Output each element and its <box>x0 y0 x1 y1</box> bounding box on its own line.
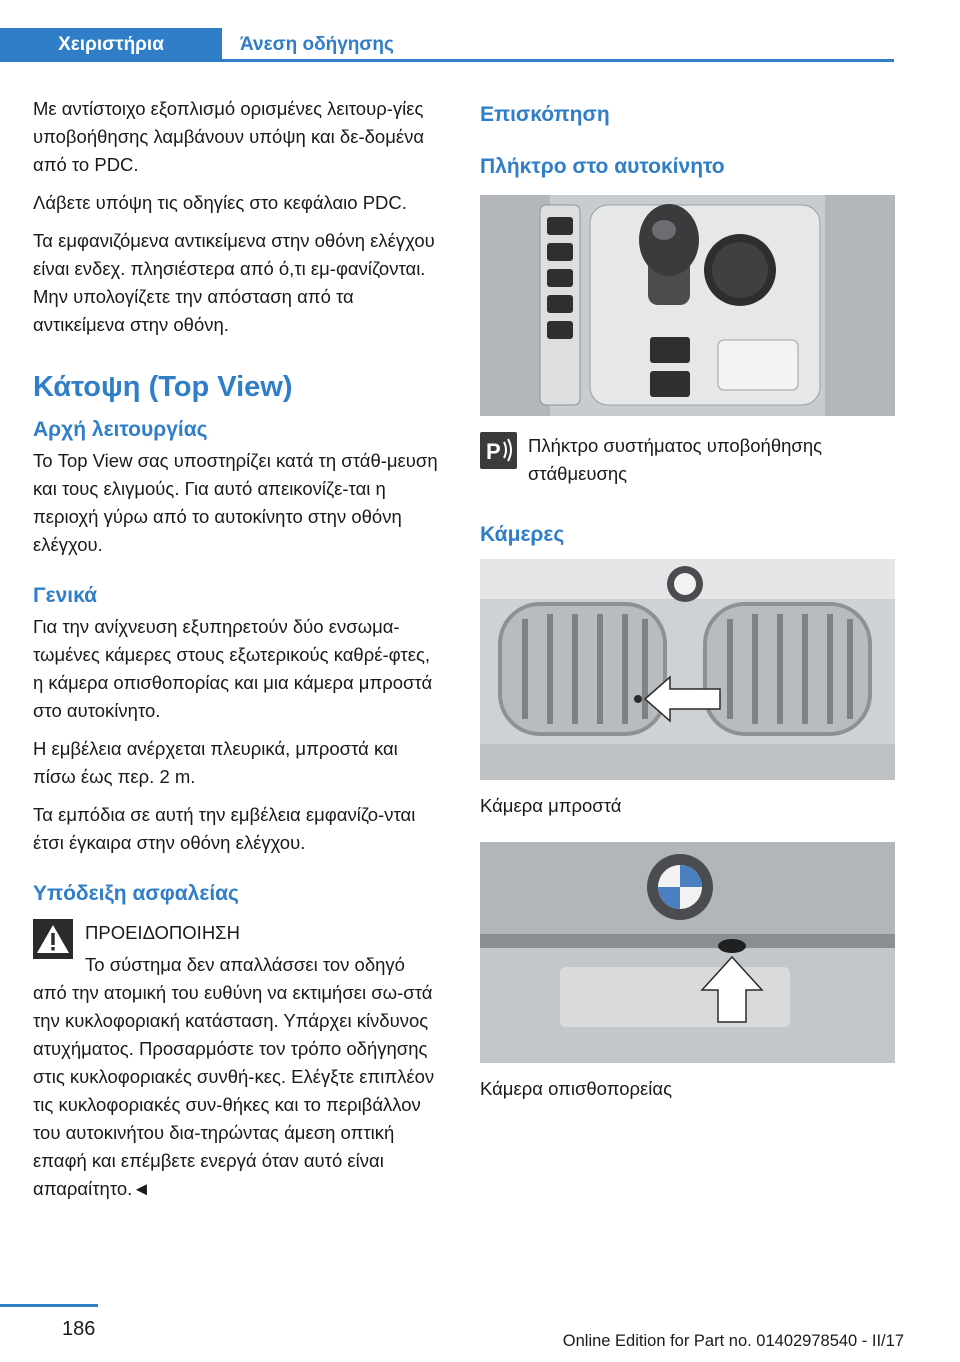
intro-paragraph-2: Λάβετε υπόψη τις οδηγίες στο κεφάλαιο PDC. <box>33 192 407 213</box>
intro-paragraph-3: Τα εμφανιζόμενα αντικείμενα στην οθόνη ελέγχου είναι ενδεχ. πλησιέστερα από ό,τι εμ-φανίζονται. Μην υπολογίζετε την απόσταση από τα αντικείμενα στην οθόνη. <box>33 230 435 335</box>
rear-camera-photo <box>480 842 895 1063</box>
general-paragraph-3: Τα εμπόδια σε αυτή την εμβέλεια εμφανίζο-νται έτσι έγκαιρα στην οθόνη ελέγχου. <box>33 804 416 853</box>
front-camera-photo <box>480 559 895 780</box>
warning-block <box>33 919 445 1203</box>
general-paragraph-2: Η εμβέλεια ανέρχεται πλευρικά, μπροστά και πίσω έως περ. 2 m. <box>33 738 398 787</box>
heading-general: Γενικά <box>33 584 98 607</box>
page-header <box>0 28 894 62</box>
footer-rule <box>0 1304 98 1307</box>
rear-camera-caption: Κάμερα οπισθοπορείας <box>480 1078 672 1099</box>
edition-note: Online Edition for Part no. 01402978540 - II/17 <box>562 1332 904 1350</box>
header-rule <box>222 59 894 62</box>
general-paragraph-1: Για την ανίχνευση εξυπηρετούν δύο ενσωμα-τωμένες κάμερες στους εξωτερικούς καθρέ-φτες, η κάμερα οπισθοπορίας και μια κάμερα μπροστά στο αυτοκίνητο. <box>33 616 433 721</box>
heading-cameras: Κάμερες <box>480 523 565 546</box>
button-caption: Πλήκτρο συστήματος υποβοήθησης στάθμευσης <box>528 435 823 484</box>
svg-text:P: P <box>486 439 501 464</box>
left-column <box>33 95 445 1213</box>
right-column-headings <box>480 95 895 182</box>
intro-paragraph-1: Με αντίστοιχο εξοπλισμό ορισμένες λειτουρ-γίες υποβοήθησης λαμβάνουν υπόψη και δε-δομένα από το PDC. <box>33 98 425 175</box>
page-number: 186 <box>62 1318 96 1340</box>
heading-overview: Επισκόπηση <box>480 103 610 126</box>
warning-title: ΠΡΟΕΙΔΟΠΟΙΗΣΗ <box>85 922 240 943</box>
section-title: Κάτοψη (Top View) <box>33 371 293 403</box>
principle-paragraph: Το Top View σας υποστηρίζει κατά τη στάθ-μευση και τους ελιγμούς. Για αυτό απεικονίζε-ται η περιοχή γύρω από το αυτοκίνητο στην οθόνη ελέγχου. <box>33 450 438 555</box>
button-caption-row <box>480 432 895 488</box>
parking-assist-button-icon <box>480 432 517 469</box>
tab-driving-comfort[interactable]: Άνεση οδήγησης <box>240 34 394 55</box>
heading-button-in-car: Πλήκτρο στο αυτοκίνητο <box>480 155 725 178</box>
tab-controls[interactable]: Χειριστήρια <box>0 28 222 62</box>
warning-text-rest: από την ατομική του ευθύνη να εκτιμήσει σω-στά την κυκλοφοριακή κατάσταση. Υπάρχει κίνδυνος ατυχήματος. Προσαρμόστε τον τρόπο οδήγησης στις κυκλοφοριακές συνθή-κες. Ελέγξτε επιπλέον τις κυκλοφοριακές συν-θήκες και το περιβάλλον του αυτοκινήτου δια-τηρώντας άμεση οπτική επαφή και επέμβετε ενεργά όταν αυτό είναι απαραίτητο.◄ <box>33 982 435 1199</box>
console-photo <box>480 195 895 416</box>
warning-text-first: Το σύστημα δεν απαλλάσσει τον οδηγό <box>85 954 405 975</box>
heading-safety: Υπόδειξη ασφαλείας <box>33 882 239 905</box>
heading-principle: Αρχή λειτουργίας <box>33 418 208 441</box>
warning-triangle-icon <box>33 919 73 959</box>
front-camera-caption: Κάμερα μπροστά <box>480 795 622 816</box>
